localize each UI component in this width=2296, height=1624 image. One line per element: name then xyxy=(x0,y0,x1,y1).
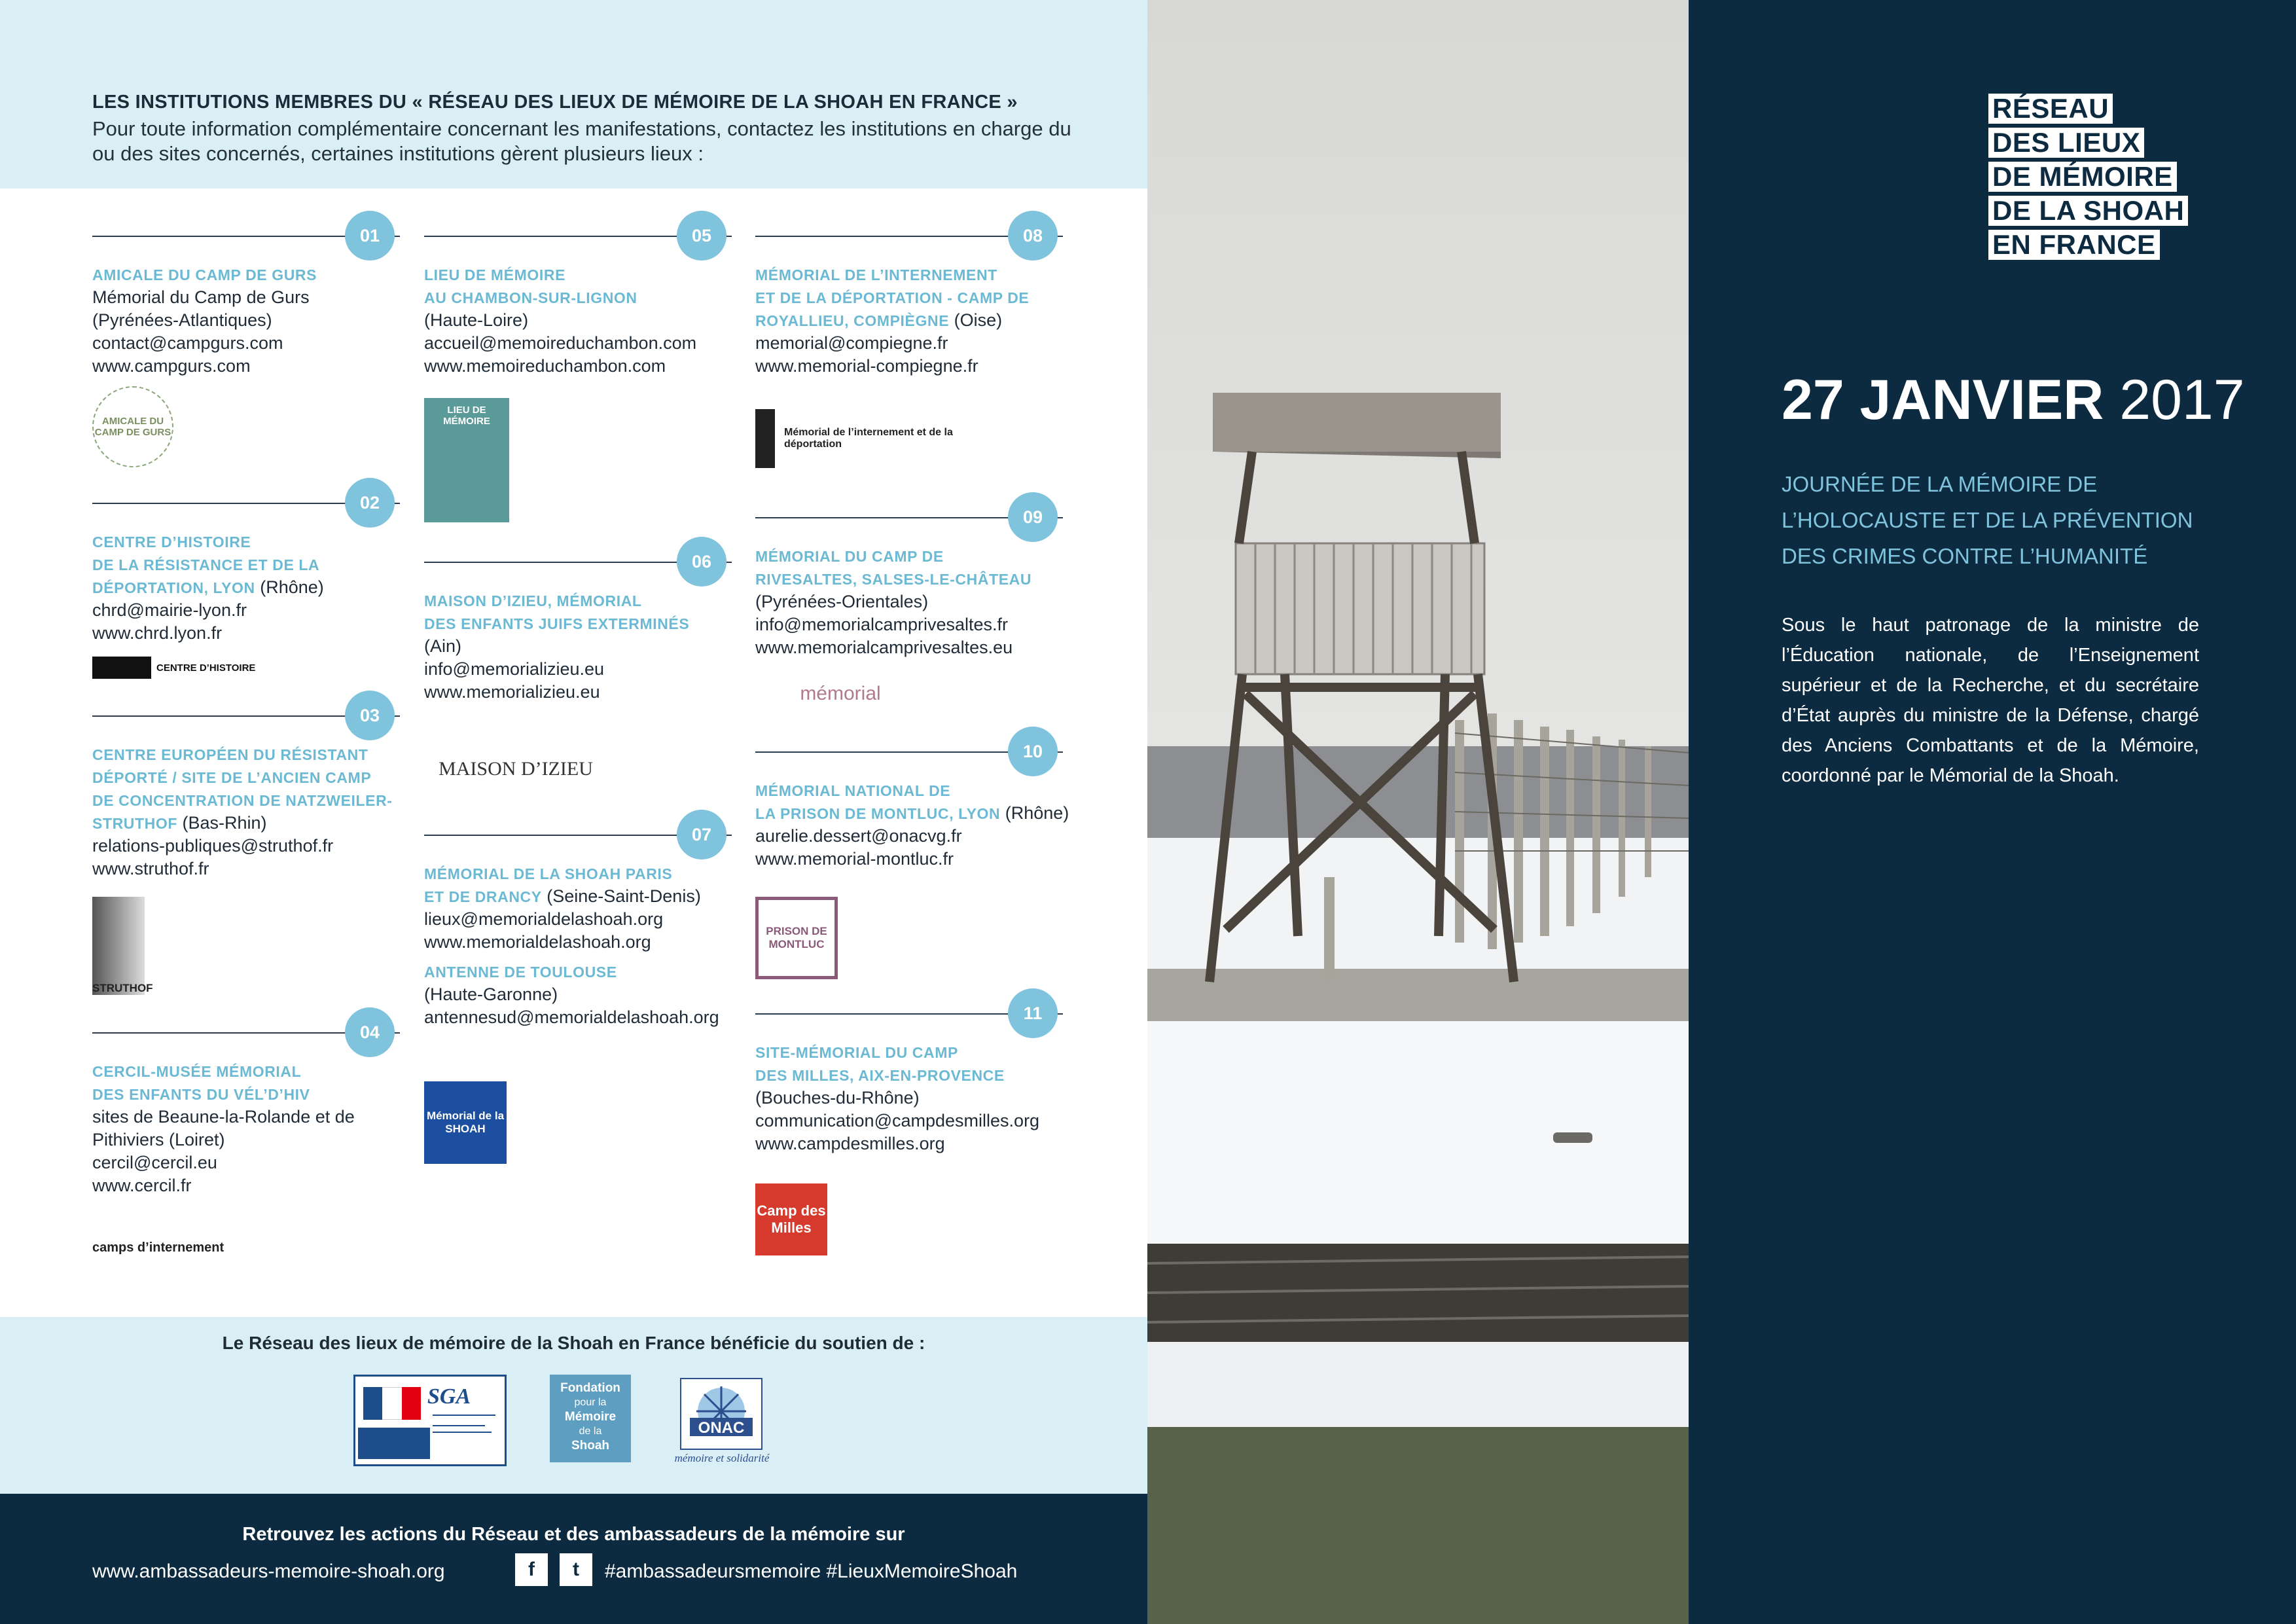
facebook-icon[interactable]: f xyxy=(515,1553,548,1586)
entry-number-badge: 07 xyxy=(677,810,726,859)
entry-title-line: DES ENFANTS JUIFS EXTERMINÉS xyxy=(424,615,690,632)
patronage-text: Sous le haut patronage de la ministre de l’Éducation nationale, de l’Enseignement supérieur et de la Recherche, et du secrétaire d’État auprès du ministre de la Défense, chargé des Anciens Combattants et de la Mémoire, coordonné par le Mémorial de la Shoah. xyxy=(1782,615,2199,786)
entry-title-line: ANTENNE DE TOULOUSE xyxy=(424,964,617,981)
entry-title-line: DÉPORTATION, LYON (Rhône) xyxy=(92,577,324,597)
institution-logo xyxy=(755,1183,925,1255)
watchtower-photo xyxy=(1147,0,1689,1624)
sponsor-title: Le Réseau des lieux de mémoire de la Shoah en France bénéficie du soutien de : xyxy=(222,1333,925,1353)
entry-email-link[interactable]: contact@campgurs.com xyxy=(92,333,283,353)
brand-logo xyxy=(1988,94,2188,264)
entry-title-line: DE CONCENTRATION DE NATZWEILER- xyxy=(92,792,393,809)
event-date-day: 27 JANVIER xyxy=(1782,369,2104,431)
entry-region: (Rhône) xyxy=(1000,803,1069,823)
entry-email-link[interactable]: communication@campdesmilles.org xyxy=(755,1111,1040,1130)
institution-logo xyxy=(92,386,173,467)
entry-email-link[interactable]: relations-publiques@struthof.fr xyxy=(92,836,334,856)
institution-logo-text: Mémorial de la SHOAH xyxy=(426,1110,505,1135)
entry-title-line: CENTRE EUROPÉEN DU RÉSISTANT xyxy=(92,746,368,763)
entry-number-badge: 01 xyxy=(345,211,395,261)
institution-logo xyxy=(755,409,954,468)
entry-info-line: Pithiviers (Loiret) xyxy=(92,1130,225,1149)
entry-details xyxy=(92,1060,426,1197)
institution-logo-text: MAISON D’IZIEU xyxy=(439,758,593,780)
entry-title-line: AMICALE DU CAMP DE GURS xyxy=(92,266,317,283)
entry-info-line: (Pyrénées-Atlantiques) xyxy=(92,310,272,330)
institution-logo-text: CENTRE D’HISTOIRE xyxy=(156,662,256,674)
fondation-line: de la xyxy=(579,1426,602,1437)
entry-details xyxy=(92,263,426,378)
fondation-line: Fondation xyxy=(560,1381,620,1395)
entry-title-line: CENTRE D’HISTOIRE xyxy=(92,533,251,550)
entry-website-link[interactable]: www.cercil.fr xyxy=(92,1176,192,1195)
institution-logo xyxy=(755,674,925,713)
entry-email-link[interactable]: cercil@cercil.eu xyxy=(92,1153,217,1172)
institution-logo-text: mémorial xyxy=(800,683,881,704)
entry-title-line: AU CHAMBON-SUR-LIGNON xyxy=(424,289,637,306)
institution-logo-text: LIEU DE MÉMOIRE xyxy=(443,405,490,427)
entry-region: (Seine-Saint-Denis) xyxy=(541,886,701,906)
institution-logo-text: PRISON DE MONTLUC xyxy=(766,925,827,950)
institution-logo xyxy=(424,1081,507,1164)
entry-number-badge: 09 xyxy=(1008,492,1058,542)
brand-line: RÉSEAU xyxy=(1988,94,2113,124)
entry-website-link[interactable]: www.struthof.fr xyxy=(92,859,209,878)
entry-info-line: (Pyrénées-Orientales) xyxy=(755,592,929,611)
entry-title-line: LIEU DE MÉMOIRE xyxy=(424,266,566,283)
entry-details xyxy=(424,862,758,1029)
entry-info-line: (Haute-Loire) xyxy=(424,310,529,330)
entry-title-line: STRUTHOF (Bas-Rhin) xyxy=(92,813,267,833)
entry-details xyxy=(755,1041,1089,1155)
entry-info-line: (Ain) xyxy=(424,636,462,656)
entry-title-line: MÉMORIAL DE L’INTERNEMENT xyxy=(755,266,997,283)
ministere-defense-logo xyxy=(353,1375,507,1466)
entry-number-badge: 08 xyxy=(1008,211,1058,261)
entry-website-link[interactable]: www.memoireduchambon.com xyxy=(424,356,666,376)
event-date-year: 2017 xyxy=(2119,369,2245,431)
entry-number-badge: 03 xyxy=(345,691,395,740)
entry-email-link[interactable]: lieux@memorialdelashoah.org xyxy=(424,909,664,929)
entry-details xyxy=(755,779,1089,871)
entry-number-badge: 05 xyxy=(677,211,726,261)
brand-line: EN FRANCE xyxy=(1988,230,2160,260)
entry-number-badge: 11 xyxy=(1008,988,1058,1038)
entry-email-link[interactable]: info@memorialcamprivesaltes.fr xyxy=(755,615,1009,634)
entry-region: (Rhône) xyxy=(255,577,324,597)
entry-email-link[interactable]: memorial@compiegne.fr xyxy=(755,333,948,353)
institution-logo xyxy=(92,1208,262,1287)
entry-website-link[interactable]: www.campgurs.com xyxy=(92,356,251,376)
entry-email-link[interactable]: info@memorializieu.eu xyxy=(424,659,605,679)
institution-logo xyxy=(755,897,838,979)
entry-details xyxy=(755,263,1089,378)
entry-title-line: ET DE DRANCY (Seine-Saint-Denis) xyxy=(424,886,701,906)
entry-title-line: MAISON D’IZIEU, MÉMORIAL xyxy=(424,592,642,609)
ministere-band xyxy=(358,1428,430,1459)
entry-title-line: RIVESALTES, SALSES-LE-CHÂTEAU xyxy=(755,571,1032,588)
entry-title-line: DES ENFANTS DU VÉL’D’HIV xyxy=(92,1086,310,1103)
institution-logo-text: STRUTHOF xyxy=(92,982,153,994)
entry-email-link[interactable]: aurelie.dessert@onacvg.fr xyxy=(755,826,962,846)
entry-website-link[interactable]: www.memorial-compiegne.fr xyxy=(755,356,978,376)
entry-title-line: ET DE LA DÉPORTATION - CAMP DE xyxy=(755,289,1030,306)
footer-title: Retrouvez les actions du Réseau et des ambassadeurs de la mémoire sur xyxy=(242,1524,905,1545)
entry-website-link[interactable]: www.memorialdelashoah.org xyxy=(424,932,651,952)
entry-number-badge: 02 xyxy=(345,478,395,528)
entry-title-line: LA PRISON DE MONTLUC, LYON (Rhône) xyxy=(755,803,1069,823)
entry-spacer xyxy=(424,954,758,960)
entry-website-link[interactable]: www.memorialcamprivesaltes.eu xyxy=(755,638,1013,657)
entry-email-link[interactable]: antennesud@memorialdelashoah.org xyxy=(424,1007,719,1027)
event-subtitle: JOURNÉE DE LA MÉMOIRE DE L’HOLOCAUSTE ET DE LA PRÉVENTION DES CRIMES CONTRE L’HUMANITÉ xyxy=(1782,472,2193,568)
entry-title-line: DES MILLES, AIX-EN-PROVENCE xyxy=(755,1067,1005,1084)
fondation-line: Shoah xyxy=(571,1439,610,1453)
event-date xyxy=(1782,368,2245,433)
entry-title-line: CERCIL-MUSÉE MÉMORIAL xyxy=(92,1063,302,1080)
entry-email-link[interactable]: accueil@memoireduchambon.com xyxy=(424,333,697,353)
entry-details xyxy=(92,743,426,880)
hashtags: #ambassadeursmemoire #LieuxMemoireShoah xyxy=(605,1561,1018,1582)
entry-title-line: MÉMORIAL DE LA SHOAH PARIS xyxy=(424,865,673,882)
entry-website-link[interactable]: www.chrd.lyon.fr xyxy=(92,623,223,643)
entry-info-line: sites de Beaune-la-Rolande et de xyxy=(92,1107,355,1127)
onac-text: ONAC xyxy=(698,1419,745,1437)
institution-logo xyxy=(424,740,607,799)
entry-details xyxy=(92,530,426,645)
entry-info-line: (Haute-Garonne) xyxy=(424,984,558,1004)
website-link[interactable]: www.ambassadeurs-memoire-shoah.org xyxy=(92,1561,445,1582)
intro-title: LES INSTITUTIONS MEMBRES DU « RÉSEAU DES LIEUX DE MÉMOIRE DE LA SHOAH EN FRANCE » xyxy=(92,92,1018,113)
entry-website-link[interactable]: www.campdesmilles.org xyxy=(755,1134,945,1153)
institution-logo-text: AMICALE DU CAMP DE GURS xyxy=(94,416,171,438)
entry-info-line: Mémorial du Camp de Gurs xyxy=(92,287,310,307)
onac-emblem-icon xyxy=(675,1375,767,1453)
brand-line: DE MÉMOIRE xyxy=(1988,162,2177,192)
entry-details xyxy=(755,545,1089,659)
institution-logo-text: Camp des Milles xyxy=(757,1202,826,1236)
institution-logo xyxy=(92,897,153,995)
entry-number-badge: 04 xyxy=(345,1007,395,1057)
entry-region: (Oise) xyxy=(949,310,1003,330)
entry-details xyxy=(424,263,758,378)
intro-text: Pour toute information complémentaire concernant les manifestations, contactez les institutions en charge du ou des sites concernés, certaines institutions gèrent plusieurs lieux : xyxy=(92,117,1071,165)
entry-info-line: (Bouches-du-Rhône) xyxy=(755,1088,920,1108)
institution-logo-text: Mémorial de l’internement et de la déportation xyxy=(784,427,953,450)
sga-text: SGA xyxy=(427,1384,471,1409)
onac-tagline: mémoire et solidarité xyxy=(674,1452,770,1464)
fondation-shoah-logo xyxy=(550,1375,631,1462)
institution-logo-text: camps d’internement xyxy=(92,1240,224,1255)
institution-logo xyxy=(424,398,509,522)
brand-line: DE LA SHOAH xyxy=(1988,196,2188,226)
entry-number-badge: 10 xyxy=(1008,727,1058,776)
fondation-line: pour la xyxy=(574,1397,607,1408)
entry-title-line: MÉMORIAL NATIONAL DE xyxy=(755,782,951,799)
entry-title-line: DÉPORTÉ / SITE DE L’ANCIEN CAMP xyxy=(92,769,372,786)
institution-logo xyxy=(92,657,353,679)
entry-title-line: DE LA RÉSISTANCE ET DE LA xyxy=(92,556,320,573)
sga-rule xyxy=(433,1415,495,1416)
sga-rule-3 xyxy=(433,1432,492,1433)
entry-title-line: ROYALLIEU, COMPIÈGNE (Oise) xyxy=(755,310,1003,330)
entry-website-link[interactable]: www.memorial-montluc.fr xyxy=(755,849,954,869)
entry-email-link[interactable]: chrd@mairie-lyon.fr xyxy=(92,600,247,620)
entry-title-line: SITE-MÉMORIAL DU CAMP xyxy=(755,1044,958,1061)
fondation-line: Mémoire xyxy=(564,1410,617,1424)
entry-number-badge: 06 xyxy=(677,537,726,586)
entry-website-link[interactable]: www.memorializieu.eu xyxy=(424,682,600,702)
onac-logo xyxy=(674,1375,770,1464)
twitter-icon[interactable]: t xyxy=(560,1553,592,1586)
sga-rule-2 xyxy=(433,1425,485,1426)
watchtower-illustration xyxy=(1147,0,1689,1624)
entry-details xyxy=(424,589,758,704)
entry-region: (Bas-Rhin) xyxy=(177,813,267,833)
brand-line: DES LIEUX xyxy=(1988,128,2144,158)
entry-title-line: MÉMORIAL DU CAMP DE xyxy=(755,548,944,565)
marianne-flag-icon xyxy=(363,1387,421,1420)
